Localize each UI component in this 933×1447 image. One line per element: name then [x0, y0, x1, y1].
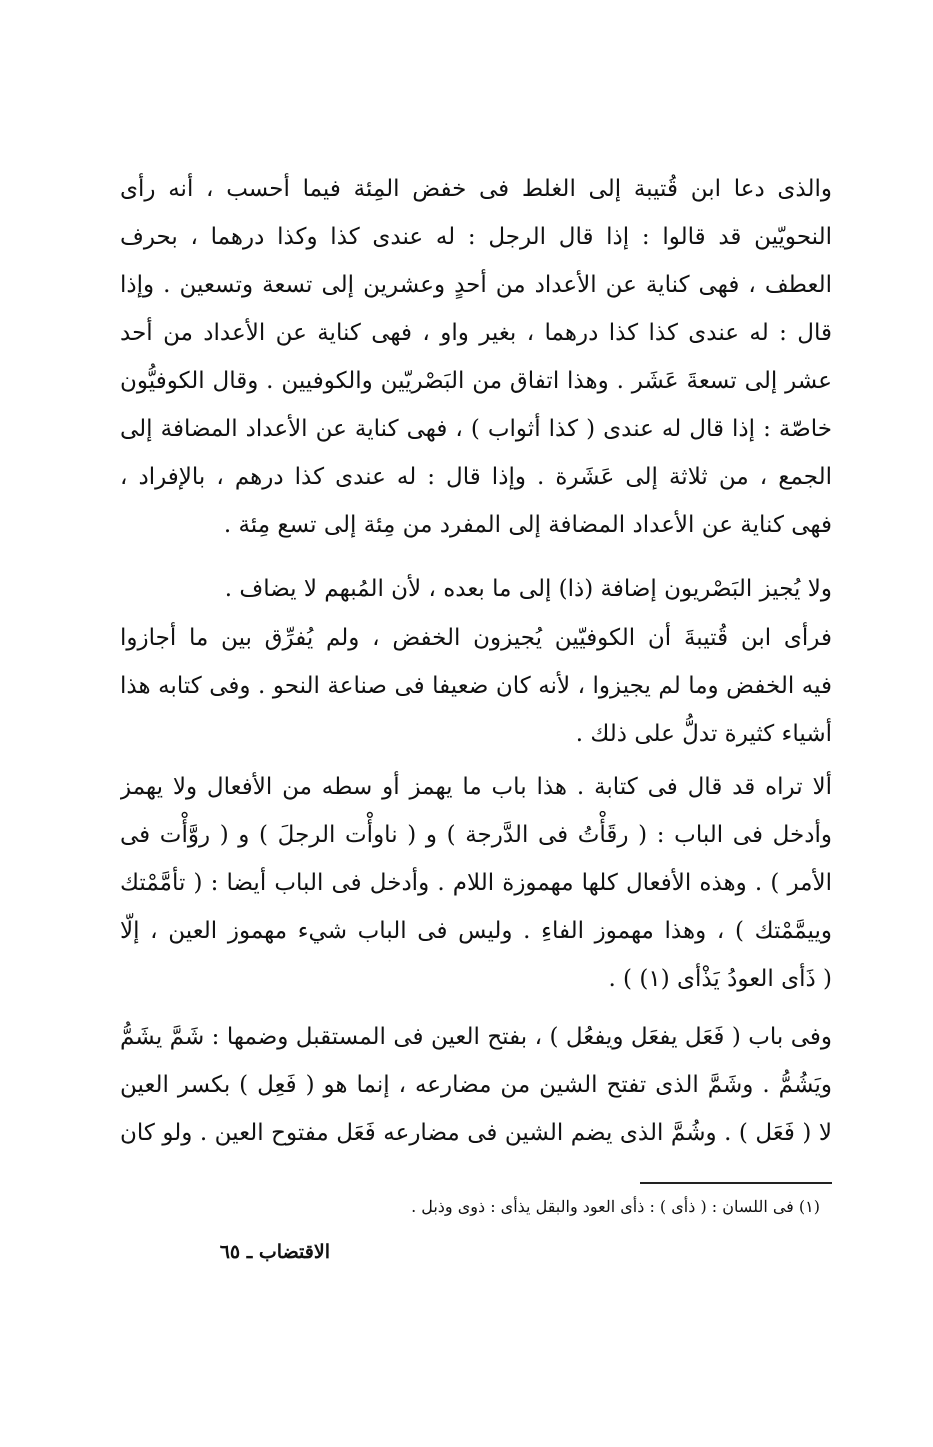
text-line: وأدخل فى الباب : ( رقَأْتُ فى الدَّرجة ) و ( ناوأْت الرجلَ ) و ( روَّأْت فى: [120, 822, 832, 848]
footnote-divider: [640, 1182, 832, 1184]
text-line: وييمَّمْتك ) ، وهذا مهموز الفاءِ . وليس فى الباب شيء مهموز العين ، إلّا: [120, 918, 832, 944]
text-line: قال : له عندى كذا كذا درهما ، بغير واو ، فهى كناية عن الأعداد من أحد: [120, 320, 832, 346]
text-line: الأمر ) . وهذه الأفعال كلها مهموزة اللام . وأدخل فى الباب أيضا : ( تأمَّمْتك: [120, 870, 832, 896]
footnote: (١) فى اللسان : ( ذأى ) : ذأى العود والبقل يذأى : ذوى وذبل .: [411, 1197, 820, 1216]
paragraph-3: [120, 614, 832, 758]
text-line: أشياء كثيرة تدلُّ على ذلك .: [575, 721, 832, 747]
text-line: ويَشُمُّ . وشَمَّ الذى تفتح الشين من مضارعه ، إنما هو ( فَعِل ) بكسر العين: [120, 1072, 832, 1098]
text-line: فيه الخفض وما لم يجيزوا ، لأنه كان ضعيفا فى صناعة النحو . وفى كتابه هذا: [120, 673, 832, 699]
text-line: ولا يُجيز البَصْريون إضافة (ذا) إلى ما بعده ، لأن المُبهم لا يضاف .: [224, 576, 832, 602]
paragraph-1: [120, 165, 832, 549]
text-line: الجمع ، من ثلاثة إلى عَشَرة . وإذا قال : له عندى كذا درهم ، بالإفراد ،: [120, 464, 832, 490]
text-line: وفى باب ( فَعَل يفعَل ويفعُل ) ، بفتح العين فى المستقبل وضمها : شَمَّ يشَمُّ: [120, 1024, 832, 1050]
text-line: ( ذَأى العودُ يَذْأى (١) ) .: [608, 966, 832, 992]
text-line: عشر إلى تسعةَ عَشَر . وهذا اتفاق من البَصْريّين والكوفيين . وقال الكوفيُّون: [120, 368, 832, 394]
paragraph-2: [120, 565, 832, 613]
text-line: والذى دعا ابن قُتيبة إلى الغلط فى خفض المِئة فيما أحسب ، أنه رأى: [120, 176, 832, 202]
text-line: العطف ، فهى كناية عن الأعداد من أحدٍ وعشرين إلى تسعة وتسعين . وإذا: [120, 272, 832, 298]
text-line: النحويّين قد قالوا : إذا قال الرجل : له عندى كذا وكذا درهما ، بحرف: [120, 224, 832, 250]
page-footer: الاقتضاب ـ ٦٥: [219, 1241, 330, 1263]
text-line: خاصّة : إذا قال له عندى ( كذا أثواب ) ، فهى كناية عن الأعداد المضافة إلى: [120, 416, 832, 442]
text-line: فرأى ابن قُتيبةَ أن الكوفيّين يُجيزون الخفض ، ولم يُفرِّق بين ما أجازوا: [120, 625, 832, 651]
paragraph-5: [120, 1013, 832, 1157]
text-line: لا ( فَعَل ) . وشُمَّ الذى يضم الشين فى مضارعه فَعَل مفتوح العين . ولو كان: [120, 1120, 832, 1146]
text-line: ألا تراه قد قال فى كتابة . هذا باب ما يهمز أو سطه من الأفعال ولا يهمز: [120, 774, 832, 800]
text-line: فهى كناية عن الأعداد المضافة إلى المفرد من مِئة إلى تسع مِئة .: [223, 512, 832, 538]
paragraph-4: [120, 763, 832, 1003]
